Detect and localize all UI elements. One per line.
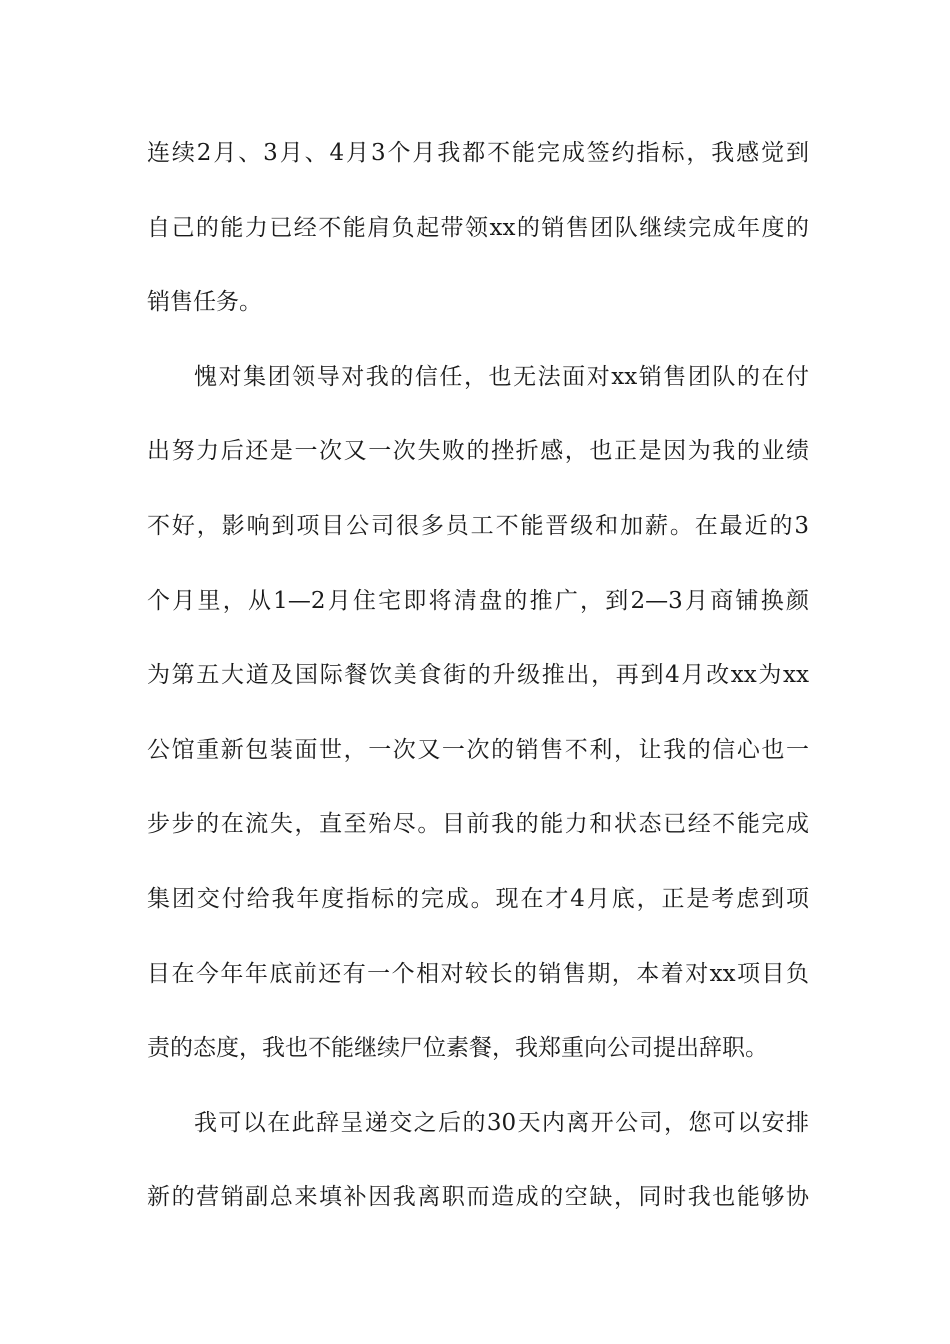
text-line: 自己的能力已经不能肩负起带领xx的销售团队继续完成年度的	[147, 214, 809, 241]
text-line: 不好，影响到项目公司很多员工不能晋级和加薪。在最近的3	[147, 512, 809, 539]
text-line: 个月里，从1—2月住宅即将清盘的推广，到2—3月商铺换颜	[147, 587, 809, 614]
text-line: 连续2月、3月、4月3个月我都不能完成签约指标，我感觉到	[147, 140, 809, 166]
paragraph-first-line: 我可以在此辞呈递交之后的30天内离开公司，您可以安排	[194, 1109, 809, 1136]
text-line: 新的营销副总来填补因我离职而造成的空缺，同时我也能够协	[147, 1184, 809, 1211]
paragraph-first-line: 愧对集团领导对我的信任，也无法面对xx销售团队的在付	[194, 363, 809, 390]
text-line: 责的态度，我也不能继续尸位素餐，我郑重向公司提出辞职。	[147, 1035, 768, 1062]
text-line: 集团交付给我年度指标的完成。现在才4月底，正是考虑到项	[147, 885, 809, 912]
text-line: 公馆重新包装面世，一次又一次的销售不利，让我的信心也一	[147, 736, 809, 763]
text-line: 销售任务。	[147, 289, 262, 316]
text-line: 目在今年年底前还有一个相对较长的销售期，本着对xx项目负	[147, 960, 809, 987]
text-line: 步步的在流失，直至殆尽。目前我的能力和状态已经不能完成	[147, 811, 809, 838]
document-body	[147, 126, 809, 1245]
text-line: 出努力后还是一次又一次失败的挫折感，也正是因为我的业绩	[147, 438, 809, 465]
text-line: 为第五大道及国际餐饮美食街的升级推出，再到4月改xx为xx	[147, 662, 809, 689]
